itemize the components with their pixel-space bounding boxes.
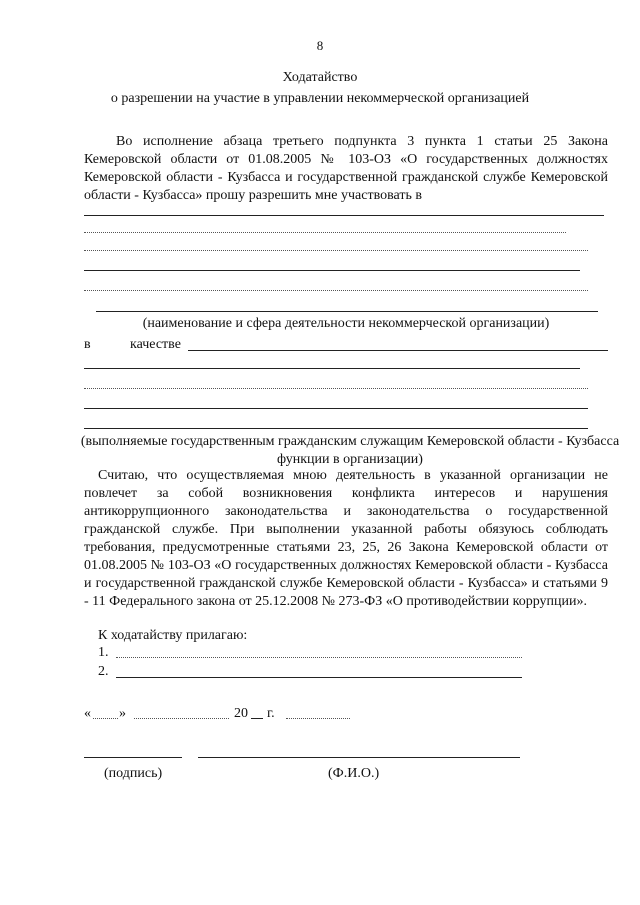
date-extra-line[interactable] (286, 718, 350, 719)
intro-text: Во исполнение абзаца третьего подпункта 3 пункта 1 статьи 25 Закона Кемеровской области от 01.08.2005 № 103-ОЗ «О государственных должностях Кемеровской области - Кузбасса и государственной гражданской службе Кемеровской области - Кузбасса» прошу разрешить мне участвовать в (84, 134, 608, 203)
org-name-line-3[interactable] (84, 250, 588, 251)
year-suffix: г. (267, 706, 275, 721)
role-line-1[interactable] (188, 350, 608, 351)
attachment-number-2: 2. (98, 664, 109, 679)
as-prefix: в (84, 337, 91, 352)
function-line-3[interactable] (84, 408, 588, 409)
attachments-label: К ходатайству прилагаю: (98, 628, 248, 643)
function-line-4[interactable] (84, 428, 588, 429)
fio-caption: (Ф.И.О.) (328, 766, 380, 781)
attachment-line-2[interactable] (116, 677, 522, 678)
date-open-quote: « (84, 706, 91, 721)
fio-line[interactable] (198, 757, 520, 758)
attachment-line-1[interactable] (116, 657, 522, 658)
year-prefix: 20 (234, 706, 248, 721)
org-name-line-6[interactable] (96, 311, 598, 312)
signature-line[interactable] (84, 757, 182, 758)
date-year-line[interactable] (251, 718, 263, 719)
document-subtitle: о разрешении на участие в управлении некоммерческой организацией (110, 91, 530, 106)
org-name-line-5[interactable] (84, 290, 588, 291)
as-word: качестве (130, 337, 181, 352)
functions-caption: (выполняемые государственным гражданским служащим Кемеровской области - Кузбасса функции в организации) (80, 434, 620, 467)
function-line-2[interactable] (84, 388, 588, 389)
org-name-line-4[interactable] (84, 270, 580, 271)
org-name-line-2[interactable] (84, 232, 566, 233)
date-month-line[interactable] (134, 718, 229, 719)
function-line-1[interactable] (84, 368, 580, 369)
intro-paragraph (84, 133, 608, 205)
org-caption: (наименование и сфера деятельности некоммерческой организации) (142, 316, 550, 331)
statement-paragraph (84, 467, 608, 611)
date-day-line[interactable] (93, 718, 118, 719)
date-close-quote: » (119, 706, 126, 721)
statement-text: Считаю, что осуществляемая мною деятельность в указанной организации не повлечет за собой возникновения конфликта интересов и нарушения антикоррупционного законодательства и законодательства о государственной гражданской службе. При выполнении указанной работы обязуюсь соблюдать требования, предусмотренные статьями 23, 25, 26 Закона Кемеровской области от 01.08.2005 № 103-ОЗ «О государственных должностях Кемеровской области - Кузбасса и государственной гражданской службе Кемеровской области - Кузбасса» и статьями 9 - 11 Федерального закона от 25.12.2008 № 273-ФЗ «О противодействии коррупции». (84, 468, 608, 609)
org-name-line-1[interactable] (84, 215, 604, 216)
signature-caption: (подпись) (104, 766, 163, 781)
attachment-number-1: 1. (98, 645, 109, 660)
page-number: 8 (316, 38, 324, 53)
document-title: Ходатайство (282, 70, 358, 85)
